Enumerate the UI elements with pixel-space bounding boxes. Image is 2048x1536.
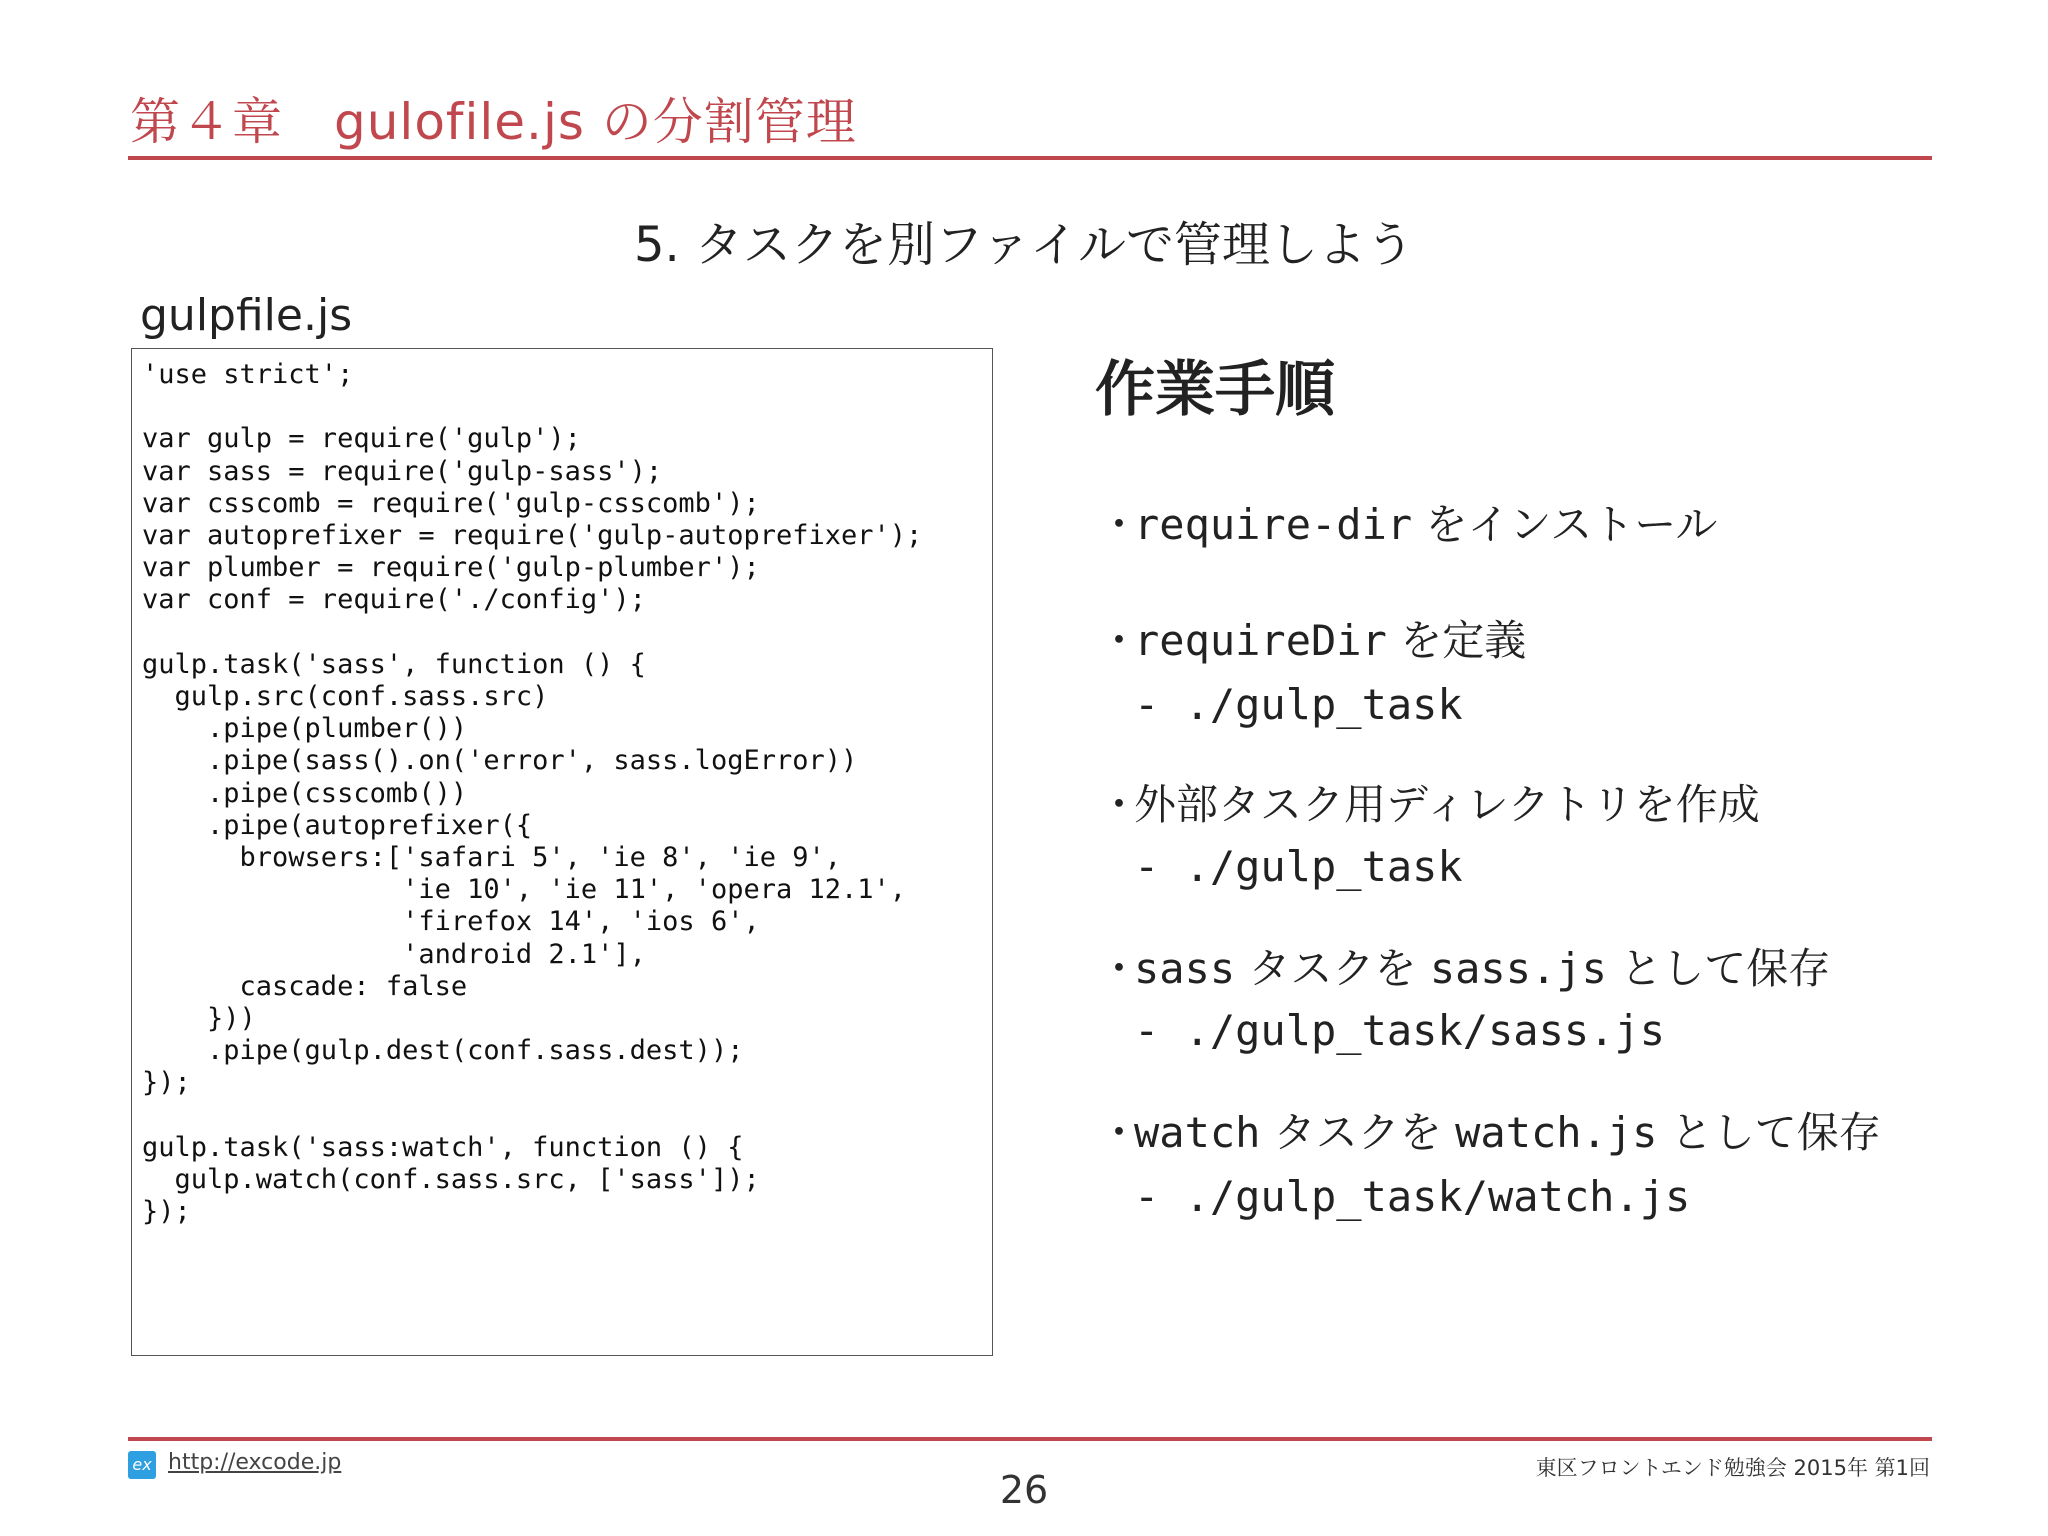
step-text: タスクを bbox=[1260, 1108, 1456, 1157]
footer-event-name: 東区フロントエンド勉強会 2015年 第1回 bbox=[1535, 1456, 1930, 1480]
code-file-label: gulpfile.js bbox=[140, 290, 353, 341]
code-content: 'use strict'; var gulp = require('gulp'); var sass = require('gulp-sass'); var csscomb = require('gulp-csscomb'); var autoprefixer = require('gulp-autoprefixer'); var plumber = require('gulp-plumber'); var conf = require('./config'); gulp.task('sass', function () { gulp.src(conf.sass.src) .pipe(plumber()) .pipe(sass().on('error', sass.logError)) .pipe(csscomb()) .pipe(autoprefixer({ browsers:['safari 5', 'ie 8', 'ie 9', 'ie 10', 'ie 11', 'opera 12.1', 'firefox 14', 'ios 6', 'android 2.1'], cascade: false })) .pipe(gulp.dest(conf.sass.dest)); }); gulp.task('sass:watch', function () { gulp.watch(conf.sass.src, ['sass']); }); bbox=[142, 359, 923, 1228]
step-bullet: ・ bbox=[1098, 1108, 1141, 1157]
footer-divider bbox=[128, 1437, 1932, 1441]
excode-logo-icon: ex bbox=[128, 1451, 156, 1479]
procedure-heading: 作業手順 bbox=[1095, 355, 1335, 425]
step-save-sass-task bbox=[1098, 936, 1830, 996]
step-install-require-dir bbox=[1098, 492, 1717, 552]
step-define-requiredir bbox=[1098, 608, 1526, 668]
step-bullet: ・ bbox=[1098, 780, 1141, 829]
step-create-directory bbox=[1098, 772, 1760, 832]
step-sub-path: - ./gulp_task bbox=[1134, 842, 1463, 891]
code-block bbox=[131, 348, 993, 1356]
step-bullet: ・ bbox=[1098, 500, 1141, 549]
header-divider bbox=[128, 156, 1932, 160]
step-code-file: sass.js bbox=[1429, 944, 1607, 993]
step-text-tail: として保存 bbox=[1606, 944, 1831, 993]
step-code: require-dir bbox=[1134, 500, 1413, 549]
step-text: を定義 bbox=[1386, 616, 1527, 665]
step-code: sass bbox=[1134, 944, 1236, 993]
page-number: 26 bbox=[999, 1468, 1049, 1512]
step-bullet: ・ bbox=[1098, 616, 1141, 665]
step-sub-path: - ./gulp_task/watch.js bbox=[1134, 1172, 1691, 1221]
chapter-title: 第４章 gulofile.js の分割管理 bbox=[130, 93, 857, 151]
step-save-watch-task bbox=[1098, 1100, 1881, 1160]
step-code-file: watch.js bbox=[1455, 1108, 1658, 1157]
step-text-tail: として保存 bbox=[1657, 1108, 1881, 1157]
step-sub-path: - ./gulp_task bbox=[1134, 680, 1463, 729]
step-code: requireDir bbox=[1134, 616, 1387, 665]
step-code: watch bbox=[1134, 1108, 1261, 1157]
step-text: 外部タスク用ディレクトリを作成 bbox=[1134, 780, 1760, 829]
step-bullet: ・ bbox=[1098, 944, 1141, 993]
step-text: をインストール bbox=[1412, 500, 1718, 549]
step-sub-path: - ./gulp_task/sass.js bbox=[1134, 1006, 1666, 1055]
slide-title: 5. タスクを別ファイルで管理しよう bbox=[633, 217, 1415, 273]
step-text: タスクを bbox=[1235, 944, 1430, 993]
footer-url-link[interactable]: http://excode.jp bbox=[168, 1450, 342, 1475]
